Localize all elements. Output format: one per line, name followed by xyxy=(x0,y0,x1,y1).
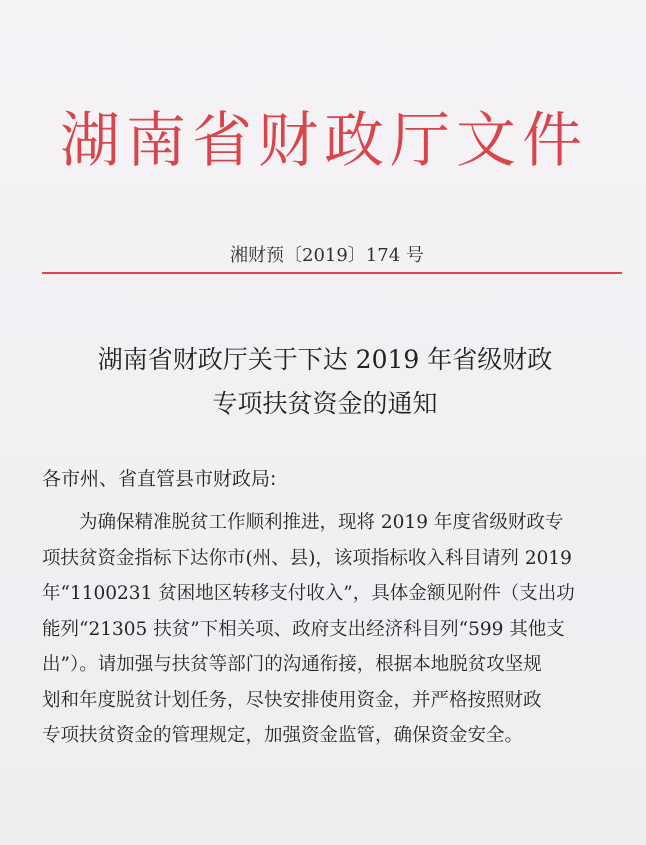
document-number: 湘财预〔2019〕174 号 xyxy=(230,245,424,266)
header-red-rule xyxy=(42,272,622,274)
body-line-6: 划和年度脱贫计划任务，尽快安排使用资金，并严格按照财政 xyxy=(42,689,542,711)
document-header-title: 湖南省财政厅文件 xyxy=(60,106,588,176)
body-line-4: 能列“21305 扶贫”下相关项、政府支出经济科目列“599 其他支 xyxy=(42,618,565,640)
body-line-5: 出”）。请加强与扶贫等部门的沟通衔接，根据本地脱贫攻坚规 xyxy=(42,654,542,675)
addressee-line: 各市州、省直管县市财政局: xyxy=(42,468,277,490)
notice-title-line-1: 湖南省财政厅关于下达 2019 年省级财政 xyxy=(97,345,553,374)
body-line-3: 年“1100231 贫困地区转移支付收入”，具体金额见附件（支出功 xyxy=(42,583,575,604)
body-line-2: 项扶贫资金指标下达你市(州、县)，该项指标收入科目请列 2019 xyxy=(42,547,572,569)
notice-title xyxy=(55,338,595,426)
body-line-1: 为确保精准脱贫工作顺利推进，现将 2019 年度省级财政专 xyxy=(79,512,564,533)
body-paragraph xyxy=(42,505,620,754)
body-line-7: 专项扶贫资金的管理规定，加强资金监管，确保资金安全。 xyxy=(42,725,524,746)
notice-title-line-2: 专项扶贫资金的通知 xyxy=(212,389,438,418)
